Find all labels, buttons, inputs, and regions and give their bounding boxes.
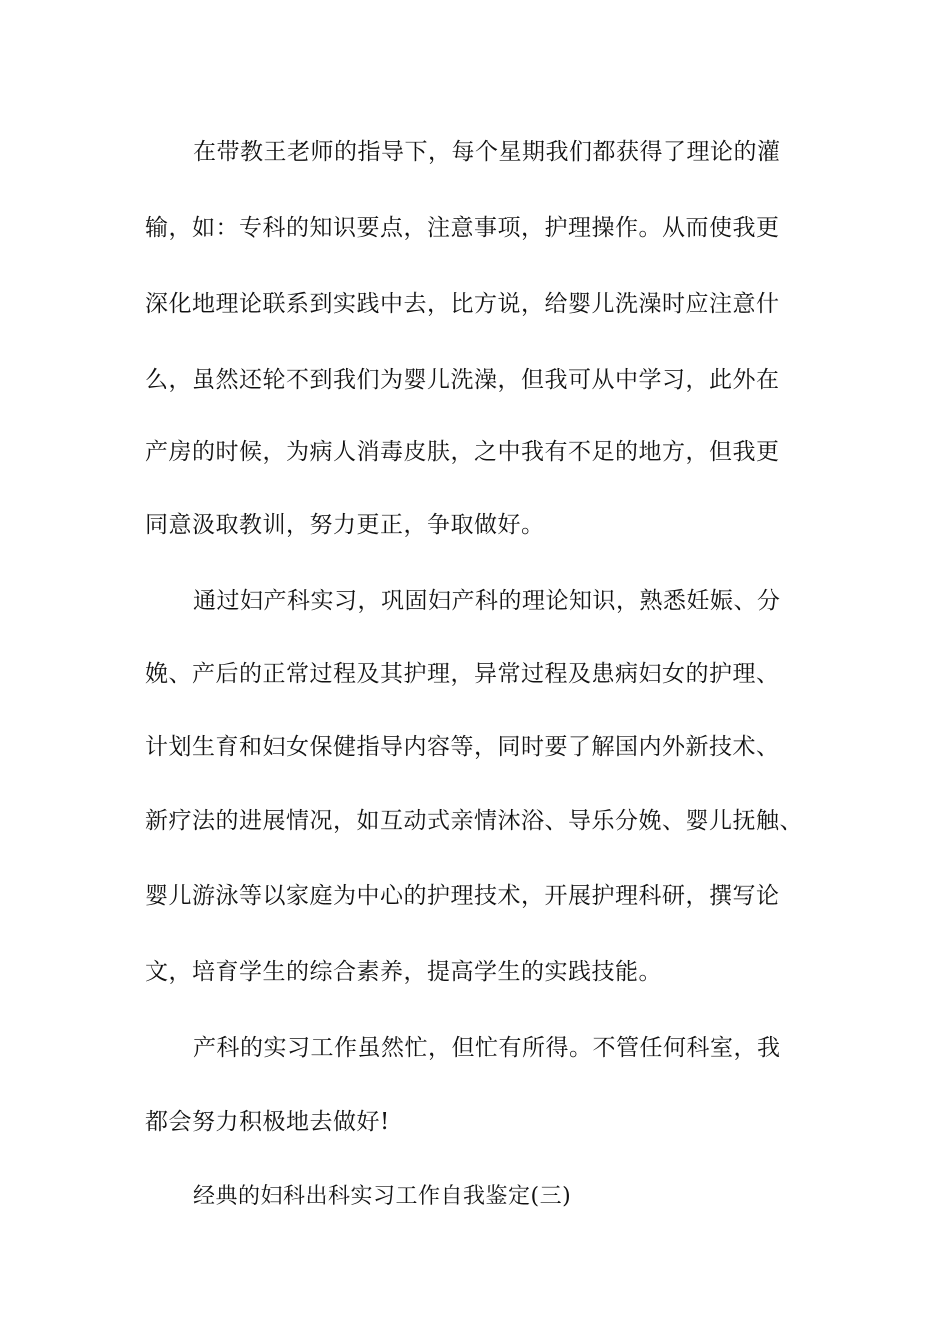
paragraph-1-line-5: 产房的时候，为病人消毒皮肤，之中我有不足的地方，但我更 bbox=[145, 439, 780, 465]
section-heading: 经典的妇科出科实习工作自我鉴定(三) bbox=[193, 1184, 572, 1209]
paragraph-2-line-6: 文，培育学生的综合素养，提高学生的实践技能。 bbox=[145, 959, 662, 985]
paragraph-2-line-3: 计划生育和妇女保健指导内容等，同时要了解国内外新技术、 bbox=[145, 734, 780, 760]
paragraph-1-line-3: 深化地理论联系到实践中去，比方说，给婴儿洗澡时应注意什 bbox=[145, 291, 780, 317]
paragraph-1-line-6: 同意汲取教训，努力更正，争取做好。 bbox=[145, 512, 545, 538]
paragraph-1-line-1: 在带教王老师的指导下，每个星期我们都获得了理论的灌 bbox=[193, 139, 781, 165]
paragraph-2-line-2: 娩、产后的正常过程及其护理，异常过程及患病妇女的护理、 bbox=[145, 661, 780, 687]
paragraph-1-line-2: 输，如：专科的知识要点，注意事项，护理操作。从而使我更 bbox=[145, 215, 780, 241]
paragraph-2-line-4: 新疗法的进展情况，如互动式亲情沐浴、导乐分娩、婴儿抚触、 bbox=[145, 808, 803, 834]
paragraph-2-line-5: 婴儿游泳等以家庭为中心的护理技术，开展护理科研，撰写论 bbox=[145, 883, 780, 909]
paragraph-3-line-2: 都会努力积极地去做好! bbox=[145, 1109, 390, 1135]
paragraph-2-line-1: 通过妇产科实习，巩固妇产科的理论知识，熟悉妊娠、分 bbox=[193, 588, 781, 614]
paragraph-1-line-4: 么，虽然还轮不到我们为婴儿洗澡，但我可从中学习，此外在 bbox=[145, 367, 780, 393]
paragraph-3-line-1: 产科的实习工作虽然忙，但忙有所得。不管任何科室，我 bbox=[193, 1035, 781, 1061]
